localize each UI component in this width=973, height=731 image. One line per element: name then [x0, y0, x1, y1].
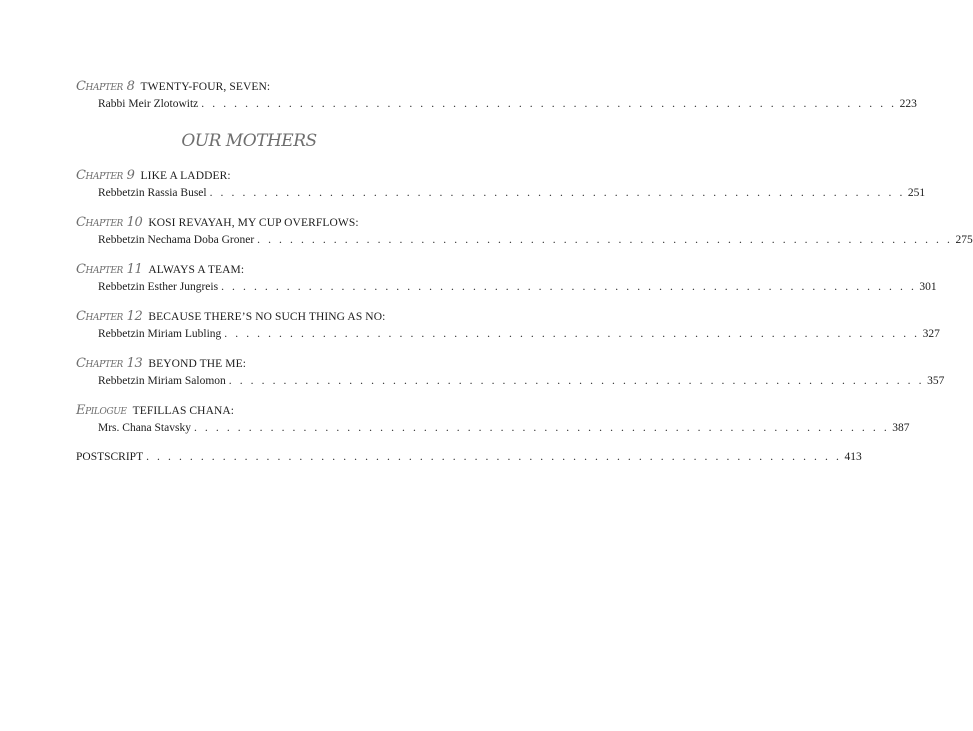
chapter-heading [76, 355, 422, 373]
dot-leader: . . . . . . . . . . . . . . . . . . . . . . . . . . . . . . . . . . . . . . . . . . . . . . . . . . . . . . . . . . . . . . . . [228, 375, 925, 387]
toc-entry-chapter-12 [76, 308, 940, 343]
dot-leader: . . . . . . . . . . . . . . . . . . . . . . . . . . . . . . . . . . . . . . . . . . . . . . . . . . . . . . . . . . . . . . . . [209, 187, 905, 199]
subject-name: Rabbi Meir Zlotowitz [98, 98, 199, 110]
chapter-line [76, 373, 945, 390]
dot-leader: . . . . . . . . . . . . . . . . . . . . . . . . . . . . . . . . . . . . . . . . . . . . . . . . . . . . . . . . . . . . . . . . [224, 328, 920, 340]
chapter-heading [76, 308, 422, 326]
toc-entry-chapter-10 [76, 214, 973, 249]
chapter-label: Chapter 11 [76, 262, 143, 277]
chapter-label: Chapter 9 [76, 168, 135, 183]
chapter-line [76, 420, 910, 437]
page-number: 275 [955, 234, 973, 246]
dot-leader: . . . . . . . . . . . . . . . . . . . . . . . . . . . . . . . . . . . . . . . . . . . . . . . . . . . . . . . . . . . . . . . . [146, 451, 842, 463]
page-number: 223 [899, 98, 917, 110]
postscript-line [76, 449, 862, 466]
subject-name: Mrs. Chana Stavsky [98, 422, 191, 434]
page-number: 327 [922, 328, 940, 340]
subject-name: Rebbetzin Miriam Lubling [98, 328, 222, 340]
chapter-line [76, 279, 937, 296]
subject-name: Rebbetzin Esther Jungreis [98, 281, 219, 293]
chapter-title: LIKE A LADDER: [140, 170, 231, 182]
chapter-title: BECAUSE THERE’S NO SUCH THING AS NO: [148, 311, 386, 323]
chapter-title: TWENTY-FOUR, SEVEN: [140, 81, 271, 93]
toc-entry-chapter-9 [76, 167, 926, 202]
toc-entry-epilogue [76, 402, 910, 437]
chapter-label: Chapter 8 [76, 79, 135, 94]
table-of-contents [76, 78, 973, 478]
chapter-line [76, 185, 926, 202]
toc-entry-postscript [76, 449, 862, 466]
chapter-heading [76, 167, 422, 185]
chapter-label: Epilogue [76, 403, 127, 418]
toc-entry-chapter-11 [76, 261, 937, 296]
chapter-heading [76, 214, 422, 232]
chapter-heading [76, 261, 422, 279]
dot-leader: . . . . . . . . . . . . . . . . . . . . . . . . . . . . . . . . . . . . . . . . . . . . . . . . . . . . . . . . . . . . . . . . [221, 281, 917, 293]
subject-name: Rebbetzin Miriam Salomon [98, 375, 226, 387]
chapter-title: ALWAYS A TEAM: [148, 264, 245, 276]
dot-leader: . . . . . . . . . . . . . . . . . . . . . . . . . . . . . . . . . . . . . . . . . . . . . . . . . . . . . . . . . . . . . . . . [257, 234, 953, 246]
dot-leader: . . . . . . . . . . . . . . . . . . . . . . . . . . . . . . . . . . . . . . . . . . . . . . . . . . . . . . . . . . . . . . . . [193, 422, 890, 434]
page-number: 301 [919, 281, 937, 293]
chapter-heading [76, 402, 422, 420]
subject-name: Rebbetzin Rassia Busel [98, 187, 207, 199]
chapter-title: TEFILLAS CHANA: [132, 405, 235, 417]
toc-entry-chapter-8 [76, 78, 917, 113]
toc-entry-chapter-13 [76, 355, 945, 390]
chapter-title: BEYOND THE ME: [148, 358, 247, 370]
chapter-line [76, 326, 940, 343]
page-number: 357 [927, 375, 945, 387]
subject-name: Rebbetzin Nechama Doba Groner [98, 234, 255, 246]
chapter-heading [76, 78, 422, 96]
chapter-label: Chapter 10 [76, 215, 143, 230]
dot-leader: . . . . . . . . . . . . . . . . . . . . . . . . . . . . . . . . . . . . . . . . . . . . . . . . . . . . . . . . . . . . . . . . [201, 98, 897, 110]
section-title: OUR MOTHERS [181, 131, 317, 151]
chapter-line [76, 232, 973, 249]
chapter-label: Chapter 12 [76, 309, 143, 324]
postscript-label: POSTSCRIPT [76, 451, 144, 463]
chapter-label: Chapter 13 [76, 356, 143, 371]
chapter-title: KOSI REVAYAH, MY CUP OVERFLOWS: [148, 217, 359, 229]
chapter-line [76, 96, 917, 113]
page-number: 251 [907, 187, 926, 199]
page-number: 387 [892, 422, 910, 434]
page-number: 413 [844, 451, 862, 463]
